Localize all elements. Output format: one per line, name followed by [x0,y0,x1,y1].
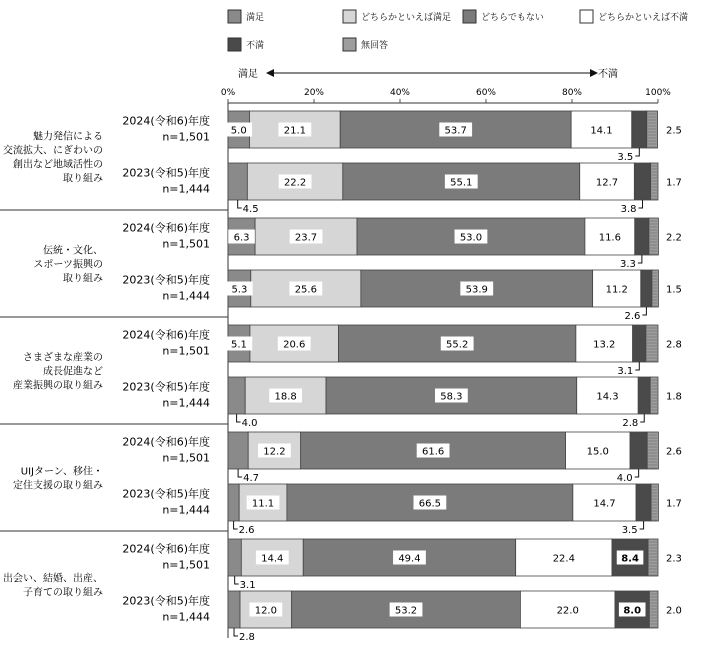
data-label: 14.3 [596,391,619,403]
data-label-callout: 4.0 [241,418,258,429]
data-label: 5.1 [231,339,247,351]
data-label-callout: 3.3 [619,259,636,270]
legend-label: どちらでもない [481,13,544,23]
bar-segment [228,539,241,576]
data-label-no-answer: 2.5 [666,125,682,137]
row-n-label: n=1,501 [162,558,210,572]
data-label: 53.7 [444,125,467,137]
row-n-label: n=1,444 [162,396,210,410]
data-label: 11.1 [251,498,275,510]
data-label: 61.6 [421,446,445,458]
group-label-line: 産業振興の取り組み [13,380,103,392]
legend-label: 不満 [246,41,265,51]
direction-left-label: 満足 [238,69,258,80]
data-label: 14.1 [590,125,613,137]
group-label-line: 取り組み [63,273,103,285]
bar-segment [630,432,647,469]
legend-swatch [580,10,593,23]
data-label: 6.3 [233,232,250,244]
bar-segment [641,270,652,307]
legend-swatch [228,38,241,51]
callout-line [635,362,639,370]
bar-segment [228,484,239,521]
data-label: 22.0 [556,605,579,617]
group-label-line: さまざまな産業の [23,352,103,364]
data-label: 20.6 [283,339,306,351]
data-label: 11.6 [598,232,621,244]
x-tick-label: 0% [220,88,236,98]
row-n-label: n=1,444 [162,503,210,517]
data-label: 22.2 [283,177,307,189]
data-label: 53.9 [465,284,488,296]
direction-arrow-left-head [266,69,274,77]
callout-line [639,200,643,208]
data-label: 13.2 [593,339,616,351]
callout-line [237,414,241,422]
row-year-label: 2023(令和5)年度 [122,487,210,501]
data-label: 5.0 [230,125,247,137]
data-label: 15.0 [586,446,609,458]
data-label: 14.7 [593,498,616,510]
row-year-label: 2024(令和6)年度 [122,542,210,556]
data-label-no-answer: 1.7 [666,498,682,510]
row-n-label: n=1,501 [162,237,210,251]
legend-label: どちらかといえば満足 [361,13,452,23]
group-label-line: 伝統・文化、 [43,245,103,257]
row-n-label: n=1,501 [162,130,210,144]
data-label: 49.4 [398,553,421,565]
legend-swatch [343,38,356,51]
group-label-line: UIJターン、移住・ [20,466,103,478]
data-label: 58.3 [440,391,463,403]
bar-segment [228,163,247,200]
legend-label: 無回答 [361,41,389,51]
data-label: 53.0 [459,232,483,244]
data-label-callout: 2.6 [238,525,255,536]
data-label-callout: 3.5 [617,152,634,163]
data-label-no-answer: 2.0 [666,605,682,617]
bar-segment [634,163,650,200]
data-label: 18.8 [274,391,297,403]
data-label-callout: 2.8 [239,632,255,643]
data-label-callout: 2.8 [622,418,639,429]
bar-segment [638,377,650,414]
callout-line [640,521,644,529]
x-tick-label: 60% [475,88,497,98]
row-year-label: 2024(令和6)年度 [122,328,210,342]
bar-segment [228,377,245,414]
row-year-label: 2023(令和5)年度 [122,273,210,287]
data-label: 25.6 [294,284,317,296]
data-label-no-answer: 1.5 [666,284,682,296]
row-year-label: 2023(令和5)年度 [122,594,210,608]
data-label-callout: 4.0 [616,473,633,484]
data-label-no-answer: 2.2 [666,232,682,244]
bar-segment [228,591,240,628]
callout-line [234,628,238,636]
group-label-line: 交流拡大、にぎわいの [3,145,103,157]
data-label: 12.7 [595,177,619,189]
data-label: 12.0 [254,605,277,617]
data-label-callout: 4.5 [242,204,259,215]
callout-line [235,576,239,584]
callout-line [635,469,639,477]
bar-segment [632,111,647,148]
direction-arrow-right-head [590,69,598,77]
row-n-label: n=1,444 [162,182,210,196]
row-n-label: n=1,501 [162,451,210,465]
legend-label: どちらかといえば不満 [598,13,689,23]
legend-swatch [463,10,476,23]
x-tick-label: 40% [389,88,411,98]
bar-segment [647,432,658,469]
data-label: 53.2 [394,605,418,617]
bar-segment [228,432,248,469]
group-label-line: スポーツ振興の [33,259,103,271]
callout-line [238,469,242,477]
row-n-label: n=1,444 [162,289,210,303]
data-label-callout: 3.1 [617,366,634,377]
data-label: 21.1 [283,125,306,137]
callout-line [238,200,242,208]
bar-segment [650,377,658,414]
data-label: 5.3 [231,284,248,296]
data-label: 55.1 [450,177,473,189]
direction-right-label: 不満 [598,69,618,80]
data-label-no-answer: 2.6 [666,446,682,458]
x-tick-label: 20% [303,88,325,98]
group-label-line: 定住支援の取り組み [13,480,103,492]
legend [228,10,688,51]
x-tick-label: 80% [561,88,583,98]
bar-segment [651,163,658,200]
row-year-label: 2024(令和6)年度 [122,221,210,235]
bar-segment [646,325,658,362]
bar-segment [636,484,651,521]
data-label-no-answer: 2.3 [666,553,682,565]
legend-swatch [343,10,356,23]
data-label: 14.4 [261,553,284,565]
data-label: 8.4 [621,553,639,565]
bars [3,111,682,643]
callout-line [640,414,644,422]
row-year-label: 2023(令和5)年度 [122,166,210,180]
data-label: 11.2 [605,284,628,296]
row-n-label: n=1,501 [162,344,210,358]
group-label-line: 創出など地域活性の [13,159,103,171]
row-year-label: 2024(令和6)年度 [122,114,210,128]
bar-segment [649,218,658,255]
data-label: 12.2 [263,446,286,458]
callout-line [234,521,238,529]
bar-segment [648,539,658,576]
bar-segment [651,484,658,521]
bar-segment [635,218,649,255]
data-label: 22.4 [552,553,575,565]
group-label-line: 成長促進など [43,366,103,378]
group-label-line: 出会い、結婚、出産、 [3,573,103,585]
data-label-callout: 4.7 [243,473,260,484]
callout-line [638,255,642,263]
legend-label: 満足 [246,13,265,23]
data-label: 66.5 [418,498,442,510]
data-label-callout: 3.1 [239,580,256,591]
bar-segment [649,591,658,628]
callout-line [642,307,646,315]
callout-line [635,148,639,156]
group-label-line: 子育ての取り組み [23,587,103,599]
data-label-no-answer: 1.8 [666,391,682,403]
data-label-callout: 2.6 [624,311,641,322]
row-year-label: 2024(令和6)年度 [122,435,210,449]
data-label-no-answer: 1.7 [666,177,682,189]
x-tick-label: 100% [645,88,671,98]
row-n-label: n=1,444 [162,610,210,624]
group-label-line: 魅力発信による [33,131,103,143]
data-label-callout: 3.5 [621,525,638,536]
bar-segment [633,325,646,362]
data-label: 55.2 [446,339,469,351]
row-year-label: 2023(令和5)年度 [122,380,210,394]
group-label-line: 取り組み [63,173,103,185]
data-label: 23.7 [294,232,318,244]
data-label: 8.0 [623,605,642,617]
legend-swatch [228,10,241,23]
data-label-no-answer: 2.8 [666,339,682,351]
bar-segment [647,111,658,148]
bar-segment [652,270,658,307]
data-label-callout: 3.8 [620,204,637,215]
